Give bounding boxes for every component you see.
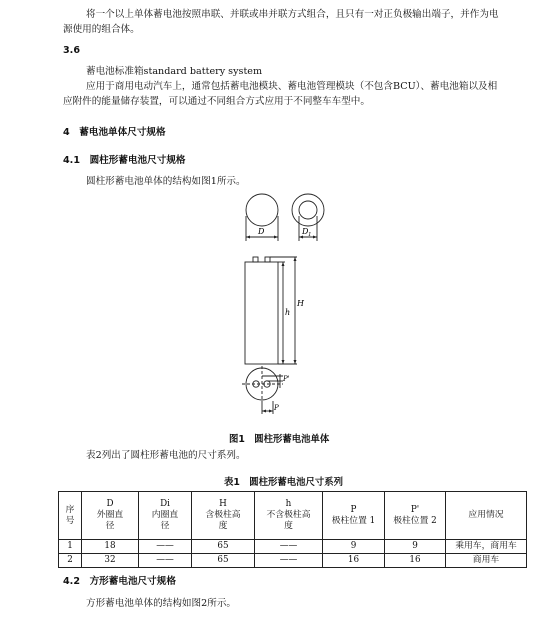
section-number: 3.6	[63, 45, 80, 56]
table-cell: 9	[323, 540, 385, 554]
table-cell: 2	[59, 554, 82, 568]
label-outer-diameter: D	[258, 227, 265, 236]
top-view-outer-circle	[246, 194, 278, 226]
table-caption: 表1 圆柱形蓄电池尺寸系列	[224, 477, 344, 488]
battery-size-table	[58, 491, 527, 568]
subsection-heading: 4.2 方形蓄电池尺寸规格	[63, 576, 176, 587]
header-height-with-terminal: H 含极柱高 度	[192, 492, 255, 540]
figure-caption: 图1 圆柱形蓄电池单体	[229, 434, 330, 445]
subsection-heading: 4.1 圆柱形蓄电池尺寸规格	[63, 155, 186, 166]
cell-body	[245, 262, 278, 364]
table-cell: ——	[255, 540, 323, 554]
table-cell: 乘用车，商用车	[446, 540, 527, 554]
paragraph-line: 源使用的组合体。	[63, 24, 140, 35]
header-seq: 序 号	[59, 492, 82, 540]
table-cell: 65	[192, 540, 255, 554]
table-cell: 65	[192, 554, 255, 568]
table-cell: ——	[139, 540, 192, 554]
table-cell: 1	[59, 540, 82, 554]
table-cell: 32	[82, 554, 139, 568]
terminal-right	[265, 257, 270, 262]
header-inner-diameter: Di 内圈直 径	[139, 492, 192, 540]
table-header-row	[59, 492, 527, 540]
header-terminal-position-1: P 极柱位置 1	[323, 492, 385, 540]
table-cell: ——	[139, 554, 192, 568]
label-total-height: H	[297, 299, 304, 308]
paragraph-line: 圆柱形蓄电池单体的结构如图1所示。	[86, 176, 246, 187]
table-cell: 18	[82, 540, 139, 554]
header-outer-diameter: D 外圈直 径	[82, 492, 139, 540]
svg-text:1: 1	[308, 232, 312, 238]
table-cell: 9	[385, 540, 446, 554]
table-cell: 16	[385, 554, 446, 568]
table-cell: 商用车	[446, 554, 527, 568]
paragraph-line: 应附件的能量储存装置，可以通过不同组合方式应用于不同整车车型中。	[63, 96, 370, 107]
label-terminal-position-1: P	[274, 404, 279, 412]
header-terminal-position-2: P' 极柱位置 2	[385, 492, 446, 540]
term-definition: 蓄电池标准箱standard battery system	[86, 66, 263, 77]
table-cell: 16	[323, 554, 385, 568]
section-heading: 4 蓄电池单体尺寸规格	[63, 127, 166, 138]
label-terminal-position-2: P'	[283, 375, 290, 383]
table-cell: ——	[255, 554, 323, 568]
paragraph-line: 应用于商用电动汽车上，通常包括蓄电池模块、蓄电池管理模块（不包含BCU）、蓄电池箱以及相	[86, 81, 498, 92]
paragraph-line: 方形蓄电池单体的结构如图2所示。	[86, 598, 237, 609]
paragraph-line: 表2列出了圆柱形蓄电池的尺寸系列。	[86, 450, 246, 461]
header-application: 应用情况	[446, 492, 527, 540]
paragraph-line: 将一个以上单体蓄电池按照串联、并联或串并联方式组合，且只有一对正负极输出端子，并作为电	[86, 9, 499, 20]
label-inner-diameter: D	[302, 227, 309, 236]
table-row	[59, 540, 527, 554]
header-height-without-terminal: h 不含极柱高 度	[255, 492, 323, 540]
top-view-circle	[292, 194, 324, 226]
label-body-height: h	[285, 308, 291, 317]
inner-diameter-circle	[299, 201, 317, 219]
table-row	[59, 554, 527, 568]
terminal-left	[253, 257, 258, 262]
